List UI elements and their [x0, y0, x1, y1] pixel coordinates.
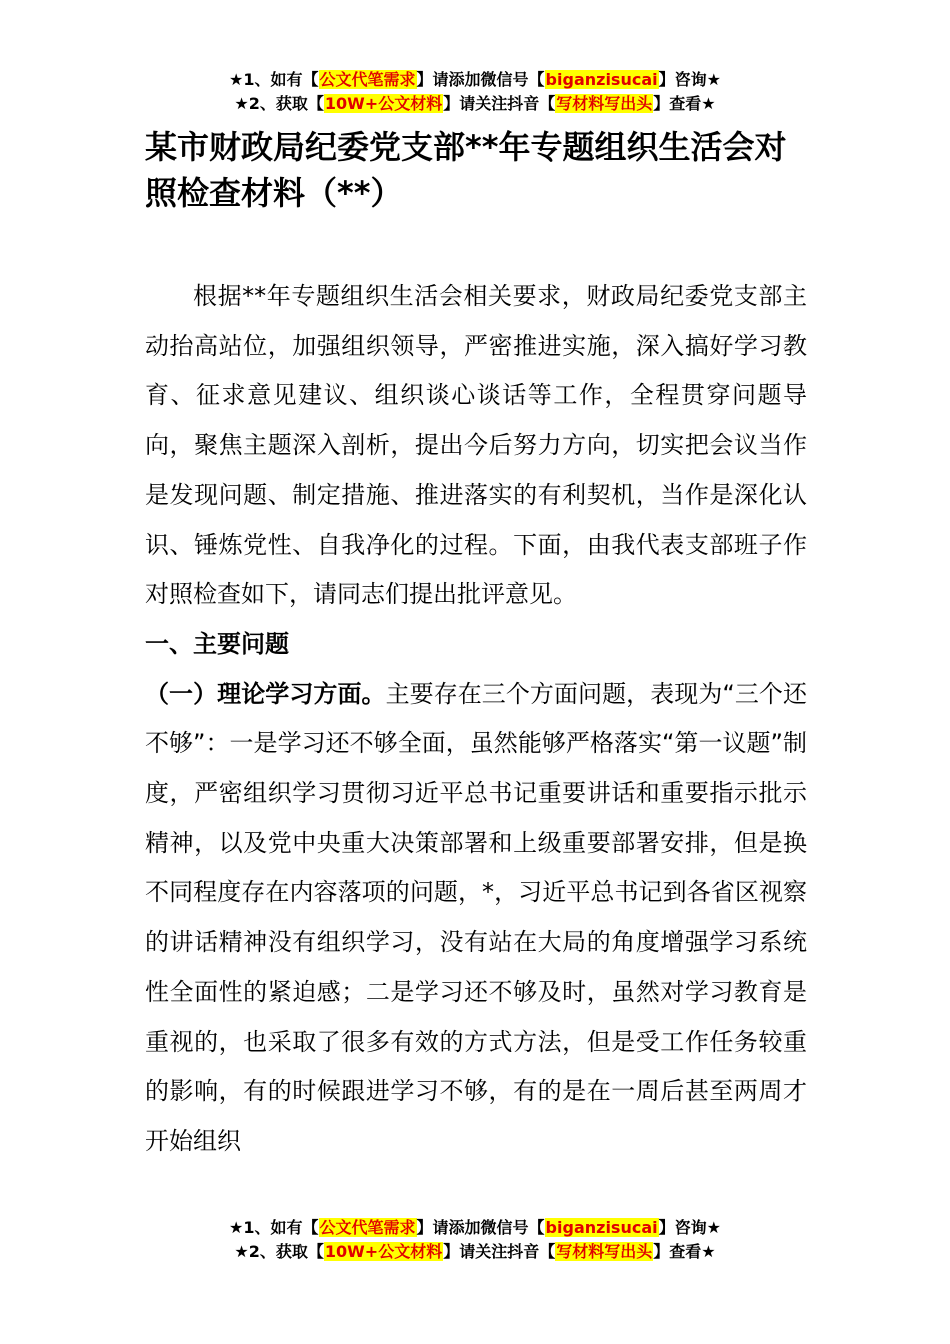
highlight-wechat-id: biganzisucai — [545, 70, 658, 89]
highlight-douyin: 写材料写出头 — [556, 1242, 653, 1261]
bottom-banner — [0, 1216, 950, 1264]
highlight-materials: 10W+公文材料 — [324, 1242, 443, 1261]
highlight-wechat-id: biganzisucai — [545, 1218, 658, 1237]
banner-line-2: ★2、获取【10W+公文材料】请关注抖音【写材料写出头】查看★ — [234, 1242, 716, 1261]
highlight-materials: 10W+公文材料 — [324, 94, 443, 113]
subsection-text: 主要存在三个方面问题，表现为“三个还不够”：一是学习还不够全面，虽然能够严格落实“第一议题”制度，严密组织学习贯彻习近平总书记重要讲话和重要指示批示精神，以及党中央重大决策部署和上级重要部署安排，但是换不同程度存在内容落项的问题，*，习近平总书记到各省区视察的讲话精神没有组织学习，没有站在大局的角度增强学习系统性全面性的紧迫感；二是学习还不够及时，虽然对学习教育是重视的，也采取了很多有效的方式方法，但是受工作任务较重的影响，有的时候跟进学习不够，有的是在一周后甚至两周才开始组织 — [145, 679, 807, 1155]
intro-paragraph: 根据**年专题组织生活会相关要求，财政局纪委党支部主动抬高站位，加强组织领导，严密推进实施，深入搞好学习教育、征求意见建议、组织谈心谈话等工作，全程贯穿问题导向，聚焦主题深入剖析，提出今后努力方向，切实把会议当作是发现问题、制定措施、推进落实的有利契机，当作是深化认识、锤炼党性、自我净化的过程。下面，由我代表支部班子作对照检查如下，请同志们提出批评意见。 — [145, 282, 807, 609]
subsection-paragraph — [145, 670, 807, 1167]
highlight-service: 公文代笔需求 — [319, 70, 416, 89]
highlight-service: 公文代笔需求 — [319, 1218, 416, 1237]
subsection-lead: （一）理论学习方面。 — [145, 679, 386, 708]
banner-line-2: ★2、获取【10W+公文材料】请关注抖音【写材料写出头】查看★ — [234, 94, 716, 113]
document-title: 某市财政局纪委党支部**年专题组织生活会对照检查材料（**） — [145, 128, 787, 212]
top-banner — [0, 68, 950, 116]
banner-line-1: ★1、如有【公文代笔需求】请添加微信号【biganzisucai】咨询★ — [229, 70, 721, 89]
section-heading: 一、主要问题 — [145, 629, 289, 658]
highlight-douyin: 写材料写出头 — [556, 94, 653, 113]
document-body — [145, 272, 807, 1167]
banner-line-1: ★1、如有【公文代笔需求】请添加微信号【biganzisucai】咨询★ — [229, 1218, 721, 1237]
